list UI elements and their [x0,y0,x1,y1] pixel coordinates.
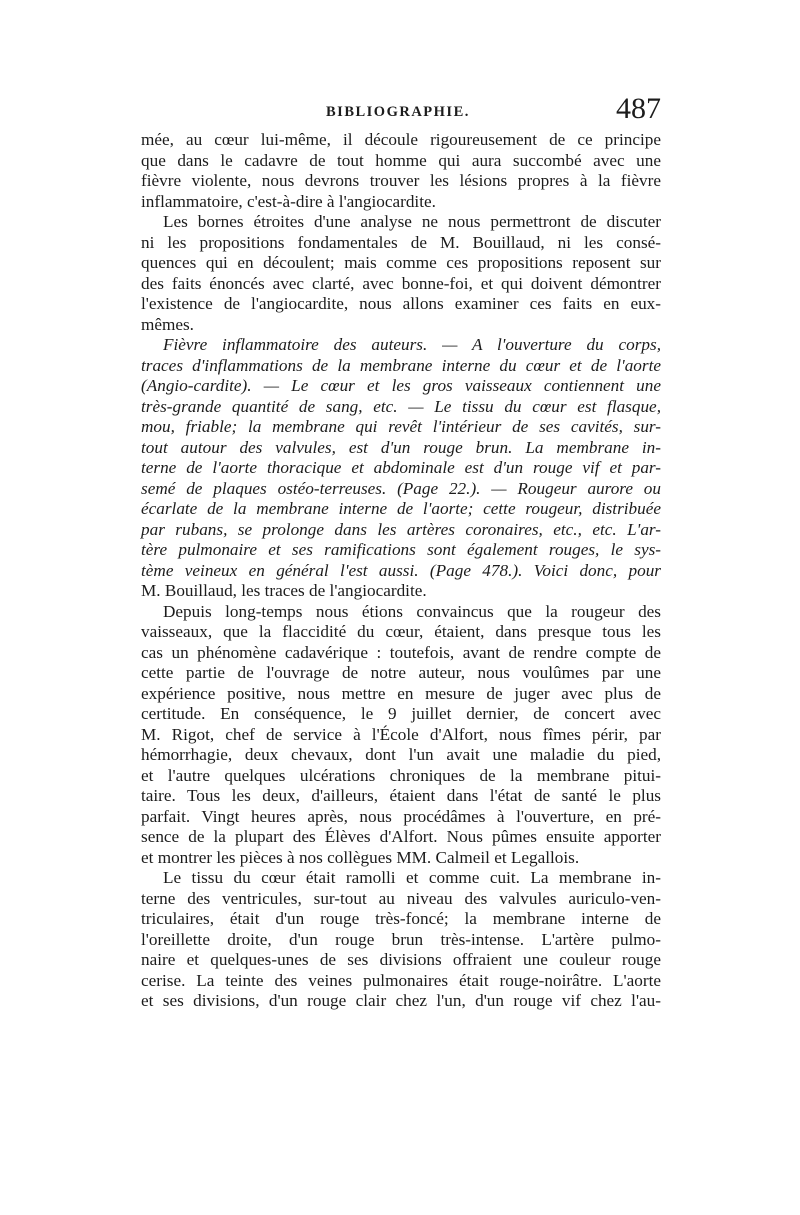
page-header [141,92,661,128]
text-line: hémorrhagie, deux chevaux, dont l'un avait une maladie du pied, [141,745,661,764]
text-line: des faits énoncés avec clarté, avec bonne-foi, et qui doivent démontrer [141,273,661,293]
text-line: l'oreillette droite, d'un rouge brun très-intense. L'artère pulmo- [141,929,661,949]
text-line: terne de l'aorte thoracique et abdominale est d'un rouge vif et par- [141,458,661,477]
text-line: semé de plaques ostéo-terreuses. (Page 22.). — Rougeur aurore ou [141,478,661,498]
text-line: inflammatoire, c'est-à-dire à l'angiocardite. [141,191,436,211]
text-line: Fièvre inflammatoire des auteurs. — A l'ouverture du corps, [163,335,661,354]
text-line: vaisseaux, que la flaccidité du cœur, étaient, dans presque tous les [141,622,661,641]
text-line: sence de la plupart des Élèves d'Alfort. Nous pûmes ensuite apporter [141,827,661,846]
text-line: écarlate de la membrane interne de l'aorte; cette rougeur, distribuée [141,499,661,518]
text-line: mêmes. [141,314,194,334]
text-line: quences qui en découlent; mais comme ces propositions reposent sur [141,253,661,272]
text-line: (Angio-cardite). — Le cœur et les gros vaisseaux contiennent une [141,376,661,395]
text-line: taire. Tous les deux, d'ailleurs, étaient dans l'état de santé le plus [141,786,661,805]
text-line: par rubans, se prolonge dans les artères coronaires, etc., etc. L'ar- [141,519,661,539]
text-line: certitude. En conséquence, le 9 juillet dernier, de concert avec [141,704,661,723]
text-line: et l'autre quelques ulcérations chroniques de la membrane pitui- [141,765,661,785]
text-line: Le tissu du cœur était ramolli et comme cuit. La membrane in- [163,868,661,887]
text-line: cas un phénomène cadavérique : toutefois, avant de rendre compte de [141,642,661,662]
text-line: cette partie de l'ouvrage de notre auteur, nous voulûmes par une [141,663,661,682]
text-line: M. Rigot, chef de service à l'École d'Alfort, nous fîmes périr, par [141,724,661,744]
text-line: mou, friable; la membrane qui revêt l'intérieur de ses cavités, sur- [141,417,661,436]
text-line: cerise. La teinte des veines pulmonaires était rouge-noirâtre. L'aorte [141,970,661,990]
text-line: très-grande quantité de sang, etc. — Le tissu du cœur est flasque, [141,396,661,416]
text-line: que dans le cadavre de tout homme qui aura succombé avec une [141,150,661,170]
text-line: tère pulmonaire et ses ramifications sont également rouges, le sys- [141,540,661,559]
text-line: fièvre violente, nous devrons trouver les lésions propres à la fièvre [141,171,661,190]
running-head: BIBLIOGRAPHIE. [326,104,470,120]
text-line: l'existence de l'angiocardite, nous allons examiner ces faits en eux- [141,294,661,313]
text-line: parfait. Vingt heures après, nous procédâmes à l'ouverture, en pré- [141,806,661,826]
text-line: triculaires, était d'un rouge très-foncé; la membrane interne de [141,909,661,928]
text-line: tème veineux en général l'est aussi. (Page 478.). Voici donc, pour [141,560,661,580]
text-line: naire et quelques-unes de ses divisions offraient une couleur rouge [141,950,661,969]
text-line: ni les propositions fondamentales de M. Bouillaud, ni les consé- [141,232,661,252]
text-line: M. Bouillaud, les traces de l'angiocardite. [141,581,427,600]
text-line: et ses divisions, d'un rouge clair chez l'un, d'un rouge vif chez l'au- [141,991,661,1010]
text-line: mée, au cœur lui-même, il découle rigoureusement de ce principe [141,130,661,149]
text-line: traces d'inflammations de la membrane interne du cœur et de l'aorte [141,355,661,375]
text-line: Depuis long-temps nous étions convaincus que la rougeur des [163,601,661,621]
text-line: et montrer les pièces à nos collègues MM. Calmeil et Legallois. [141,847,580,867]
text-line: expérience positive, nous mettre en mesure de juger avec plus de [141,683,661,703]
text-line: tout autour des valvules, est d'un rouge brun. La membrane in- [141,437,661,457]
text-line: Les bornes étroites d'une analyse ne nous permettront de discuter [163,212,661,231]
page-number: 487 [616,92,661,125]
text-line: terne des ventricules, sur-tout au niveau des valvules auriculo-ven- [141,888,661,908]
body-text [141,130,661,1012]
